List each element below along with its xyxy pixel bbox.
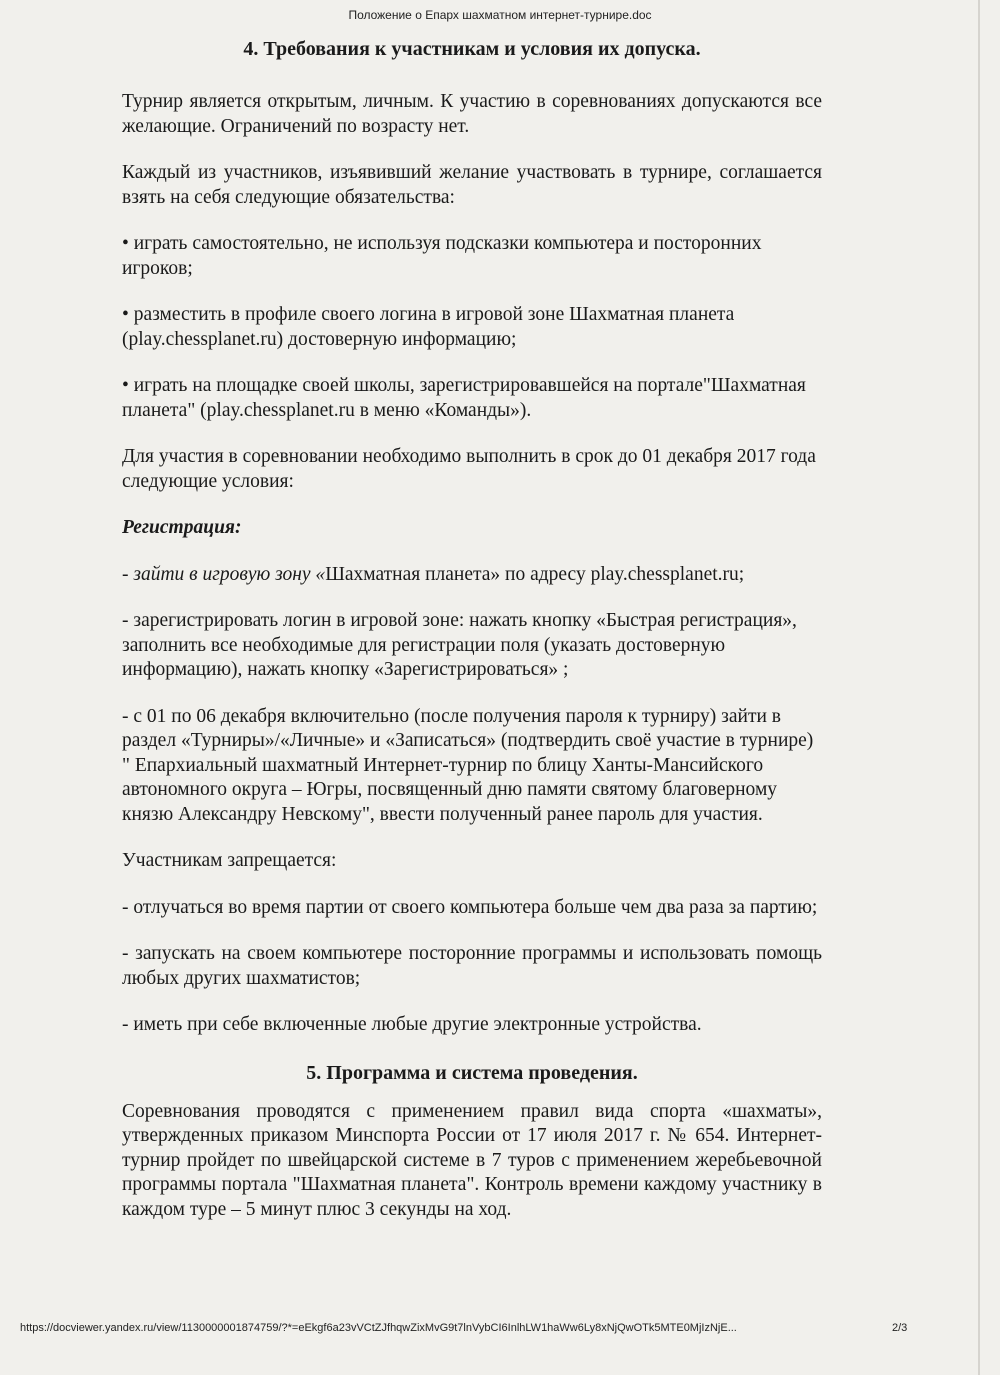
page-number: 2/3	[892, 1322, 908, 1334]
paragraph-program: Соревнования проводятся с применением правил вида спорта «шахматы», утвержденных приказом Минспорта России от 17 июля 2017 г. № 654. Интернет-турнир пройдет по швейцарской системе в 7 туров с применением жеребьевочной программы портала "Шахматная планета". Контроль времени каждому участнику в каждом туре – 5 минут плюс 3 секунды на ход.	[122, 1100, 822, 1220]
section-5-heading: 5. Программа и система проведения.	[306, 1061, 638, 1084]
document-title: Положение о Епарх шахматном интернет-турнире.doc	[348, 8, 652, 22]
paragraph-forbidden: Участникам запрещается:	[122, 850, 337, 871]
forbidden-item-2: - запускать на своем компьютере посторонние программы и использовать помощь любых других шахматистов;	[122, 943, 822, 989]
forbidden-item-3: - иметь при себе включенные любые другие электронные устройства.	[122, 1014, 702, 1035]
registration-step-3: - с 01 по 06 декабря включительно (после получения пароля к турниру) зайти в раздел «Турниры»/«Личные» и «Записаться» (подтвердить своё участие в турнире) " Епархиальный шахматный Интернет-турнир по блицу Ханты-Мансийского автономного округа – Югры, посвященный дню памяти святому благоверному князю Александру Невскому", ввести полученный ранее пароль для участия.	[122, 705, 814, 825]
bullet-play-independently: • играть самостоятельно, не используя подсказки компьютера и посторонних игроков;	[122, 233, 762, 279]
registration-step-1	[122, 563, 822, 588]
forbidden-item-1: - отлучаться во время партии от своего компьютера больше чем два раза за партию;	[122, 896, 818, 918]
footer-url: https://docviewer.yandex.ru/view/1130000001874759/?*=eEkgf6a23vVCtZJfhqwZixMvG9t7lnVybCI6InlhLW1haWw6Ly8xNjQwOTk5MTE0MjIzNjE...	[20, 1322, 737, 1334]
scan-edge	[978, 0, 980, 1375]
registration-heading: Регистрация:	[122, 517, 242, 538]
paragraph-open-tournament: Турнир является открытым, личным. К участию в соревнованиях допускаются все желающие. Ограничений по возрасту нет.	[122, 91, 822, 137]
registration-step-1-italic: - зайти в игровую зону «	[122, 563, 326, 585]
registration-step-1-rest: Шахматная планета» по адресу play.chessplanet.ru;	[325, 563, 745, 585]
paragraph-conditions: Для участия в соревновании необходимо выполнить в срок до 01 декабря 2017 года следующие условия:	[122, 446, 816, 492]
document-body	[122, 36, 822, 1244]
paragraph-obligations: Каждый из участников, изъявивший желание участвовать в турнире, соглашается взять на себя следующие обязательства:	[122, 162, 822, 208]
section-4-heading: 4. Требования к участникам и условия их допуска.	[243, 38, 701, 60]
registration-step-2: - зарегистрировать логин в игровой зоне: нажать кнопку «Быстрая регистрация», заполнить все необходимые для регистрации поля (указать достоверную информацию), нажать кнопку «Зарегистрироваться» ;	[122, 610, 797, 680]
bullet-school-platform: • играть на площадке своей школы, зарегистрировавшейся на портале"Шахматная планета" (play.chessplanet.ru в меню «Команды»).	[122, 375, 806, 421]
bullet-profile-info: • разместить в профиле своего логина в игровой зоне Шахматная планета (play.chessplanet.ru) достоверную информацию;	[122, 304, 735, 350]
